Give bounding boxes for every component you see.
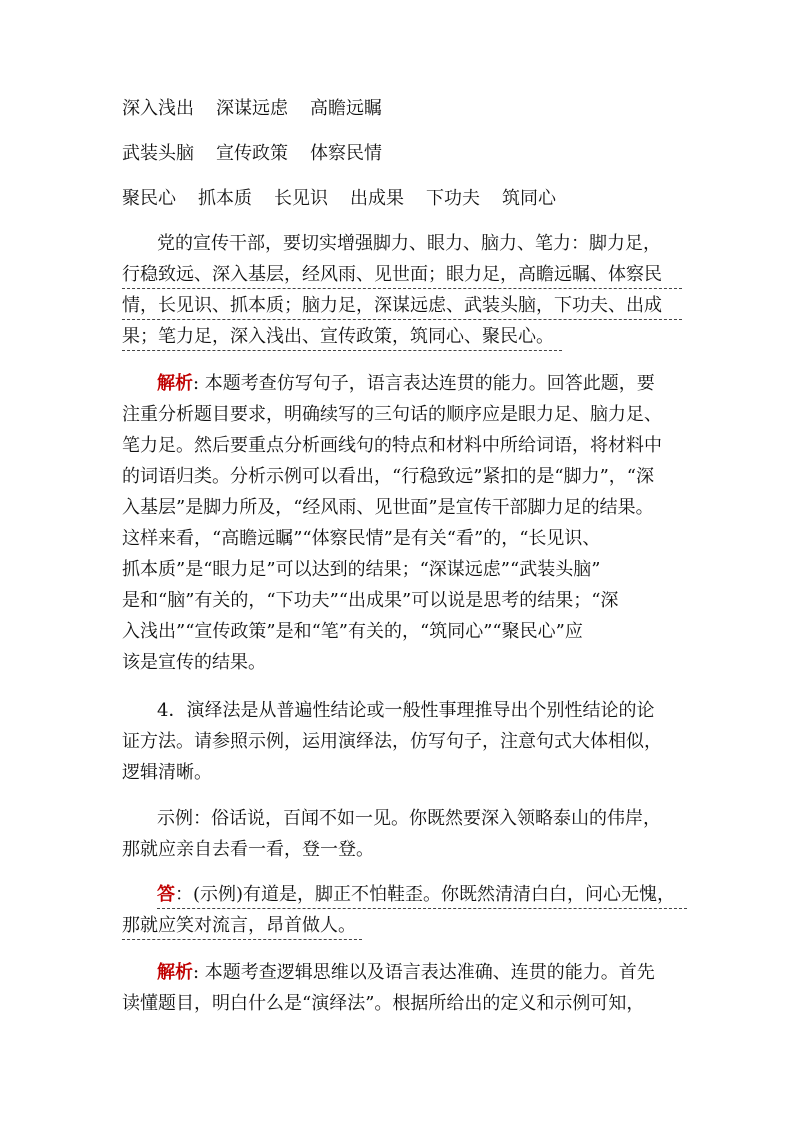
analysis-label: 解析: [157, 373, 193, 394]
analysis-1-line: [122, 402, 682, 428]
analysis-1-line: [122, 433, 682, 459]
answer-line: 党的宣传干部，要切实增强脚力、眼力、脑力、笔力：脚力足，: [157, 233, 661, 254]
analysis-text: 入浅出”“宣传政策”是和“笔”有关的，“筑同心”“聚民心”应: [122, 621, 583, 642]
answer-line: 行稳致远、深入基层，经风雨、见世面；眼力足，高瞻远瞩、体察民: [122, 264, 662, 285]
word: 长见识: [274, 188, 328, 209]
answer-line: 果；笔力足，深入浅出、宣传政策，筑同心、聚民心。: [122, 326, 554, 347]
analysis-1-line: [122, 650, 682, 676]
analysis-text: 笔力足。然后要重点分析画线句的特点和材料中所给词语，将材料中: [122, 435, 662, 456]
answer-paragraph-line: [157, 231, 687, 257]
analysis-text: 该是宣传的结果。: [122, 652, 266, 673]
answer-4-line: [122, 913, 362, 940]
example-text: 示例：俗话说，百闻不如一见。你既然要深入领略泰山的伟岸，: [157, 808, 661, 829]
word: 宣传政策: [216, 143, 288, 164]
analysis-text: 读懂题目，明白什么是“演绎法”。根据所给出的定义和示例可知，: [122, 993, 645, 1014]
word: 筑同心: [502, 188, 556, 209]
answer-text: 那就应笑对流言，昂首做人。: [122, 915, 356, 936]
answer-label: 答: [157, 884, 175, 905]
analysis-1-line: [122, 526, 682, 552]
question-text: 4．演绎法是从普遍性结论或一般性事理推导出个别性结论的论: [157, 700, 655, 721]
question-text: 逻辑清晰。: [122, 762, 212, 783]
answer-4-first-line: [157, 882, 687, 909]
analysis-text: 入基层”是脚力所及，“经风雨、见世面”是宣传干部脚力足的结果。: [122, 497, 654, 518]
answer-line: 情，长见识、抓本质；脑力足，深谋远虑、武装头脑，下功夫、出成: [122, 295, 662, 316]
example-first-line: [157, 806, 687, 832]
analysis-text: 抓本质”是“眼力足”可以达到的结果；“深谋远虑”“武装头脑”: [122, 559, 601, 580]
word: 体察民情: [310, 143, 382, 164]
word: 下功夫: [426, 188, 480, 209]
analysis-text: 的词语归类。分析示例可以看出，“行稳致远”紧扣的是“脚力”，“深: [122, 466, 655, 487]
word: 出成果: [350, 188, 404, 209]
word-row-3: [122, 186, 682, 212]
answer-paragraph-line: [122, 262, 682, 289]
analysis-2-first-line: [157, 960, 687, 986]
analysis-text: 是和“脑”有关的，“下功夫”“出成果”可以说是思考的结果；“深: [122, 590, 619, 611]
analysis-1-line: [122, 464, 682, 490]
analysis-text: : 本题考查逻辑思维以及语言表达准确、连贯的能力。首先: [193, 962, 655, 983]
answer-paragraph-line: [122, 293, 682, 320]
word: 武装头脑: [122, 143, 194, 164]
answer-paragraph-line: [122, 324, 562, 351]
analysis-2-line: [122, 991, 682, 1017]
example-text: 那就应亲自去看一看，登一登。: [122, 839, 374, 860]
question-text: 证方法。请参照示例，运用演绎法，仿写句子，注意句式大体相似，: [122, 731, 662, 752]
word: 高瞻远瞩: [310, 98, 382, 119]
example-line: [122, 837, 682, 863]
analysis-1-first-line: [157, 371, 687, 397]
question-4-line: [122, 729, 682, 755]
answer-text: ：(示例)有道是，脚正不怕鞋歪。你既然清清白白，问心无愧，: [175, 884, 676, 905]
analysis-1-line: [122, 588, 682, 614]
word: 聚民心: [122, 188, 176, 209]
word: 抓本质: [198, 188, 252, 209]
word-row-1: [122, 96, 682, 122]
word-row-2: [122, 141, 682, 167]
analysis-label: 解析: [157, 962, 193, 983]
question-4-line: [122, 760, 682, 786]
analysis-text: 注重分析题目要求，明确续写的三句话的顺序应是眼力足、脑力足、: [122, 404, 662, 425]
analysis-text: 这样来看，“高瞻远瞩”“体察民情”是有关“看”的，“长见识、: [122, 528, 601, 549]
analysis-text: : 本题考查仿写句子，语言表达连贯的能力。回答此题，要: [193, 373, 655, 394]
word: 深谋远虑: [216, 98, 288, 119]
analysis-1-line: [122, 619, 682, 645]
word: 深入浅出: [122, 98, 194, 119]
question-4-first-line: [157, 698, 687, 724]
analysis-1-line: [122, 557, 682, 583]
analysis-1-line: [122, 495, 682, 521]
